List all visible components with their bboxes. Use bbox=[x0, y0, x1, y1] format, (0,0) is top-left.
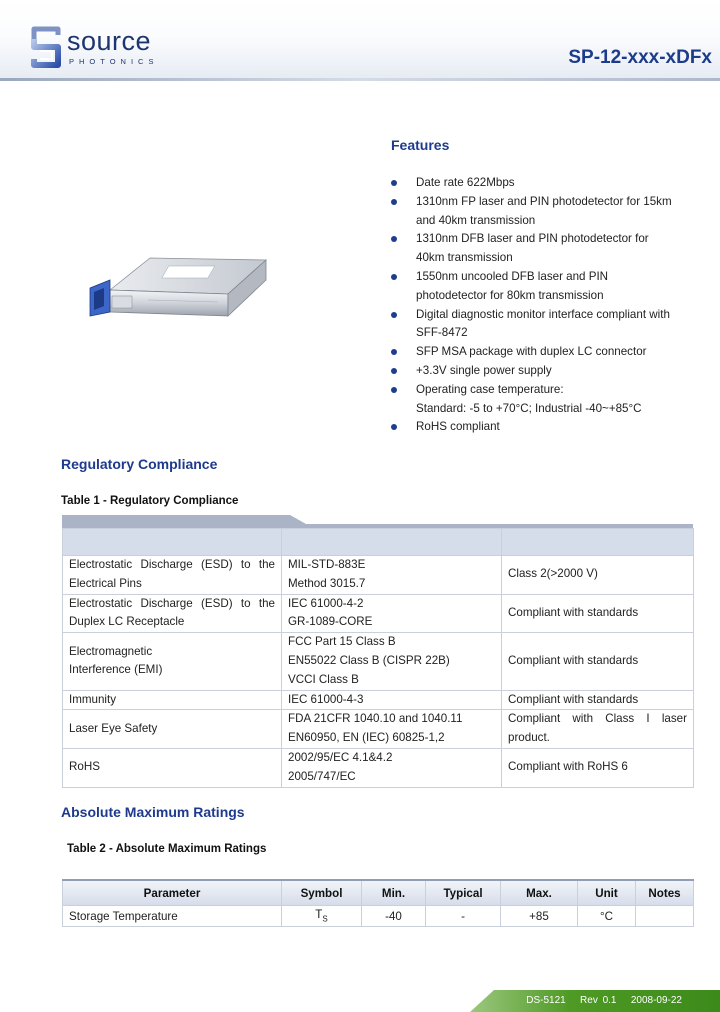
feature-cell: Electromagnetic Interference (EMI) bbox=[63, 633, 282, 690]
column-header: Max. bbox=[501, 880, 578, 906]
table-row bbox=[63, 690, 694, 710]
standard-cell: IEC 61000-4-2 GR-1089-CORE bbox=[282, 594, 502, 633]
header-divider bbox=[0, 78, 720, 81]
performance-cell: Compliant with standards bbox=[502, 690, 694, 710]
notes-cell bbox=[636, 906, 694, 927]
absolute-ratings-heading: Absolute Maximum Ratings bbox=[61, 804, 245, 820]
regulatory-table bbox=[62, 528, 694, 788]
parameter-cell: Storage Temperature bbox=[63, 906, 282, 927]
max-cell: +85 bbox=[501, 906, 578, 927]
performance-cell: Compliant with RoHS 6 bbox=[502, 748, 694, 787]
list-item: Digital diagnostic monitor interface compliant with SFF-8472 bbox=[390, 306, 684, 344]
list-item: 1310nm DFB laser and PIN photodetector for 40km transmission bbox=[390, 230, 684, 268]
table1-header-tab bbox=[62, 515, 693, 529]
table2-title: Table 2 - Absolute Maximum Ratings bbox=[67, 843, 267, 855]
regulatory-heading: Regulatory Compliance bbox=[61, 456, 218, 472]
standard-cell: IEC 61000-4-3 bbox=[282, 690, 502, 710]
feature-cell: Immunity bbox=[63, 690, 282, 710]
part-number: SP-12-xxx-xDFx bbox=[568, 47, 712, 68]
table-row bbox=[63, 748, 694, 787]
table-header-row bbox=[63, 529, 694, 556]
table-row bbox=[63, 633, 694, 690]
logo-subtitle: PHOTONICS bbox=[69, 57, 159, 66]
unit-cell: °C bbox=[578, 906, 636, 927]
sfp-transceiver-image bbox=[88, 250, 268, 330]
bullet-icon bbox=[391, 236, 397, 242]
table-row bbox=[63, 710, 694, 749]
list-item: Operating case temperature: Standard: -5 to +70°C; Industrial -40~+85°C bbox=[390, 381, 684, 419]
absolute-ratings-table bbox=[62, 879, 694, 927]
table-header-row bbox=[63, 880, 694, 906]
footer-doc-info: DS-5121 Rev 0.1 2008-09-22 bbox=[526, 995, 682, 1006]
bullet-icon bbox=[391, 312, 397, 318]
column-header: Notes bbox=[636, 880, 694, 906]
list-item: RoHS compliant bbox=[390, 418, 684, 437]
list-item: SFP MSA package with duplex LC connector bbox=[390, 343, 684, 362]
standard-cell: FCC Part 15 Class B EN55022 Class B (CISPR 22B) VCCI Class B bbox=[282, 633, 502, 690]
bullet-icon bbox=[391, 368, 397, 374]
standard-cell: MIL-STD-883E Method 3015.7 bbox=[282, 556, 502, 595]
list-item: +3.3V single power supply bbox=[390, 362, 684, 381]
performance-cell: Compliant with standards bbox=[502, 633, 694, 690]
bullet-icon bbox=[391, 424, 397, 430]
bullet-icon bbox=[391, 349, 397, 355]
feature-cell: Electrostatic Discharge (ESD) to the Duplex LC Receptacle bbox=[63, 594, 282, 633]
column-header: Unit bbox=[578, 880, 636, 906]
standard-cell: 2002/95/EC 4.1&4.2 2005/747/EC bbox=[282, 748, 502, 787]
table-row bbox=[63, 594, 694, 633]
column-header: Parameter bbox=[63, 880, 282, 906]
table-row bbox=[63, 906, 694, 927]
features-heading: Features bbox=[391, 137, 450, 153]
table1-title: Table 1 - Regulatory Compliance bbox=[61, 495, 239, 507]
column-header: Typical bbox=[426, 880, 501, 906]
feature-cell: Laser Eye Safety bbox=[63, 710, 282, 749]
typical-cell: - bbox=[426, 906, 501, 927]
bullet-icon bbox=[391, 274, 397, 280]
bullet-icon bbox=[391, 180, 397, 186]
feature-cell: Electrostatic Discharge (ESD) to the Electrical Pins bbox=[63, 556, 282, 595]
bullet-icon bbox=[391, 199, 397, 205]
column-header: Symbol bbox=[282, 880, 362, 906]
logo-wordmark: source bbox=[67, 26, 152, 56]
table-row bbox=[63, 556, 694, 595]
list-item: 1310nm FP laser and PIN photodetector for 15km and 40km transmission bbox=[390, 193, 684, 231]
performance-cell: Compliant with standards bbox=[502, 594, 694, 633]
bullet-icon bbox=[391, 387, 397, 393]
features-list bbox=[390, 174, 684, 437]
min-cell: -40 bbox=[362, 906, 426, 927]
column-header: Min. bbox=[362, 880, 426, 906]
feature-cell: RoHS bbox=[63, 748, 282, 787]
performance-cell: Class 2(>2000 V) bbox=[502, 556, 694, 595]
performance-cell: Compliant with Class I laser product. bbox=[502, 710, 694, 749]
standard-cell: FDA 21CFR 1040.10 and 1040.11 EN60950, EN (IEC) 60825-1,2 bbox=[282, 710, 502, 749]
symbol-cell: $T_S$ bbox=[282, 906, 362, 927]
list-item: Date rate 622Mbps bbox=[390, 174, 684, 193]
list-item: 1550nm uncooled DFB laser and PIN photodetector for 80km transmission bbox=[390, 268, 684, 306]
